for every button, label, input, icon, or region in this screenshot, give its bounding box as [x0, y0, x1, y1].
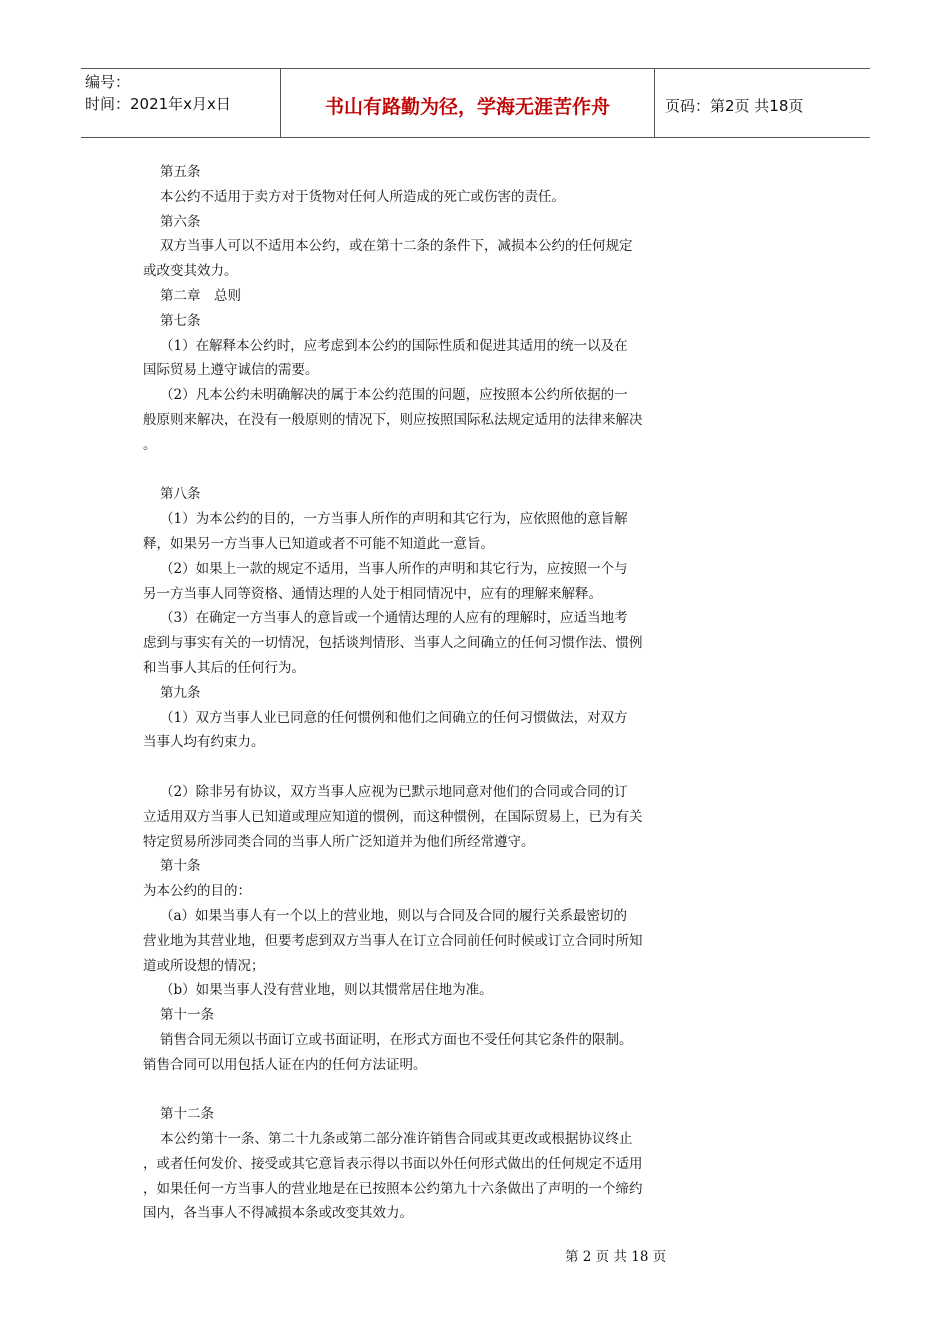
paragraph-line: 道或所设想的情况； — [143, 957, 265, 974]
blank-line — [143, 458, 683, 483]
header-meta — [81, 69, 281, 137]
paragraph-line: 第五条 — [160, 164, 201, 180]
paragraph-line: 销售合同可以用包括人证在内的任何方法证明。 — [143, 1056, 427, 1073]
page-footer: 第 2 页 共 18 页 — [565, 1249, 667, 1265]
paragraph-line: 第二章 总则 — [160, 287, 241, 304]
paragraph-line: 第八条 — [160, 486, 201, 503]
paragraph-line: 特定贸易所涉同类合同的当事人所广泛知道并为他们所经常遵守。 — [143, 833, 535, 850]
paragraph-line: 释，如果另一方当事人已知道或者不可能不知道此一意旨。 — [143, 535, 494, 552]
paragraph-line: 另一方当事人同等资格、通情达理的人处于相同情况中，应有的理解来解释。 — [143, 585, 602, 602]
paragraph-line: 和当事人其后的任何行为。 — [143, 659, 305, 676]
paragraph-line: （2）如果上一款的规定不适用，当事人所作的声明和其它行为，应按照一个与 — [160, 560, 628, 577]
paragraph-line: 当事人均有约束力。 — [143, 734, 265, 751]
header-page-number: 页码：第2页 共18页 — [665, 96, 804, 115]
paragraph-line: 立适用双方当事人已知道或理应知道的惯例，而这种惯例，在国际贸易上，已为有关 — [143, 808, 643, 825]
paragraph-line: 双方当事人可以不适用本公约，或在第十二条的条件下，减损本公约的任何规定 — [160, 238, 633, 255]
paragraph-line: （2）凡本公约未明确解决的属于本公约范围的问题，应按照本公约所依据的一 — [160, 387, 628, 404]
paragraph-line: 般原则来解决，在没有一般原则的情况下，则应按照国际私法规定适用的法律来解决 — [143, 411, 643, 428]
paragraph-line: 本公约不适用于卖方对于货物对任何人所造成的死亡或伤害的责任。 — [160, 188, 565, 205]
paragraph-line: ，如果任何一方当事人的营业地是在已按照本公约第九十六条做出了声明的一个缔约 — [143, 1180, 643, 1197]
paragraph-line: 国内，各当事人不得减损本条或改变其效力。 — [143, 1205, 413, 1222]
paragraph-line: 本公约第十一条、第二十九条或第二部分准许销售合同或其更改或根据协议终止 — [160, 1131, 633, 1148]
paragraph-line: 为本公约的目的： — [143, 883, 251, 900]
paragraph-line: 虑到与事实有关的一切情况，包括谈判情形、当事人之间确立的任何习惯作法、惯例 — [143, 635, 643, 652]
paragraph-line: 第六条 — [160, 213, 201, 230]
paragraph-line: 或改变其效力。 — [143, 263, 238, 280]
paragraph-line: （1）在解释本公约时，应考虑到本公约的国际性质和促进其适用的统一以及在 — [160, 337, 628, 354]
paragraph-line: （b）如果当事人没有营业地，则以其惯常居住地为准。 — [160, 982, 493, 999]
paragraph-line: （1）为本公约的目的，一方当事人所作的声明和其它行为，应依照他的意旨解 — [160, 511, 628, 528]
paragraph-line: 。 — [143, 436, 157, 453]
document-time-label: 时间：2021年x月x日 — [85, 95, 231, 113]
document-body — [143, 160, 683, 1226]
paragraph-line: 销售合同无须以书面订立或书面证明，在形式方面也不受任何其它条件的限制。 — [160, 1031, 633, 1048]
header-motto: 书山有路勤为径，学海无涯苦作舟 — [281, 69, 655, 137]
paragraph-line: 第十二条 — [160, 1106, 214, 1123]
paragraph-line: 第七条 — [160, 312, 201, 329]
document-number-label: 编号： — [85, 73, 131, 91]
paragraph-line: （1）双方当事人业已同意的任何惯例和他们之间确立的任何习惯做法，对双方 — [160, 709, 628, 726]
blank-line — [143, 755, 683, 780]
paragraph-line: （2）除非另有协议，双方当事人应视为已默示地同意对他们的合同或合同的订 — [160, 783, 628, 800]
paragraph-line: 第九条 — [160, 684, 201, 701]
paragraph-line: 国际贸易上遵守诚信的需要。 — [143, 362, 319, 379]
paragraph-line: ，或者任何发价、接受或其它意旨表示得以书面以外任何形式做出的任何规定不适用 — [143, 1155, 643, 1172]
blank-line — [143, 1077, 683, 1102]
paragraph-line: 营业地为其营业地，但要考虑到双方当事人在订立合同前任何时候或订立合同时所知 — [143, 932, 643, 949]
paragraph-line: （a）如果当事人有一个以上的营业地，则以与合同及合同的履行关系最密切的 — [160, 907, 628, 924]
paragraph-line: 第十条 — [160, 858, 201, 875]
paragraph-line: （3）在确定一方当事人的意旨或一个通情达理的人应有的理解时，应适当地考 — [160, 610, 628, 627]
paragraph-line: 第十一条 — [160, 1007, 214, 1024]
page-header — [81, 68, 870, 138]
